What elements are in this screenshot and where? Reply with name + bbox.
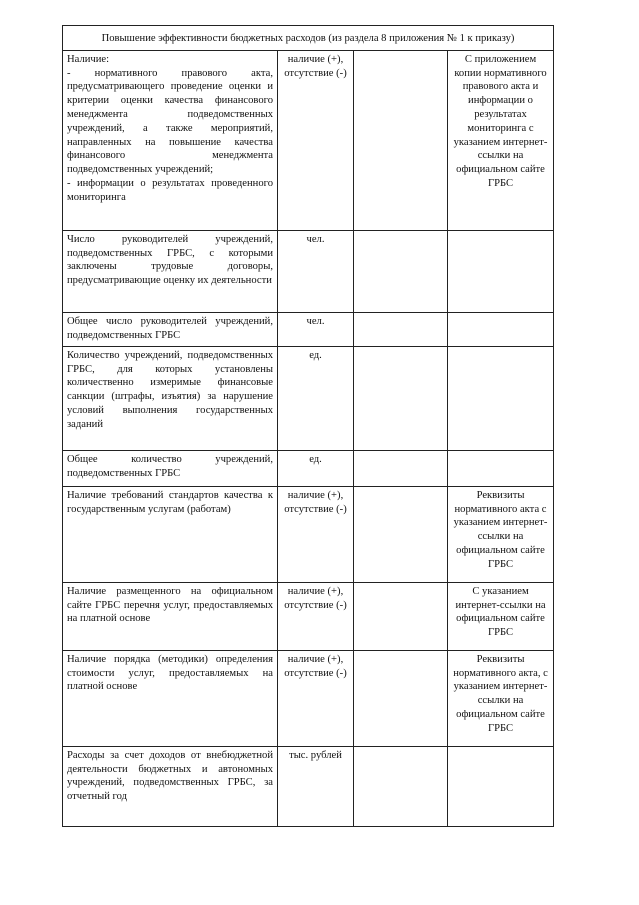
value-cell [354,346,448,450]
indicator-text: Общее количество учреждений, подведомственных ГРБС [67,453,273,479]
table-row [63,582,554,650]
table-row [63,650,554,746]
section-header-row [63,26,554,51]
value-cell [354,486,448,582]
indicator-cell [63,346,278,450]
unit-cell: ед. [278,450,354,486]
indicator-text: Наличие порядка (методики) определения стоимости услуг, предоставляемых на платной основе [67,653,273,693]
indicator-text: Наличие требований стандартов качества к государственным услугам (работам) [67,489,273,515]
indicator-text: Наличие: [67,53,110,65]
unit-cell: тыс. рублей [278,746,354,826]
indicator-cell [63,582,278,650]
indicator-text: Общее число руководителей учреждений, подведомственных ГРБС [67,315,273,341]
indicator-cell [63,50,278,230]
value-cell [354,230,448,312]
note-cell [448,312,554,346]
note-cell [448,230,554,312]
indicator-cell [63,230,278,312]
value-cell [354,746,448,826]
value-cell [354,312,448,346]
table-row [63,450,554,486]
unit-cell: наличие (+), отсутствие (-) [278,650,354,746]
note-cell: С указанием интернет-ссылки на официальном сайте ГРБС [448,582,554,650]
note-cell: Реквизиты нормативного акта с указанием интернет-ссылки на официальном сайте ГРБС [448,486,554,582]
value-cell [354,50,448,230]
unit-cell: наличие (+), отсутствие (-) [278,486,354,582]
indicators-table [62,25,554,827]
indicator-text: Количество учреждений, подведомственных ГРБС, для которых установлены количественно измеримые финансовые санкции (штрафы, изъятия) за нарушение условий выполнения государственных заданий [67,349,273,430]
table-row [63,50,554,230]
table-row [63,746,554,826]
document-page [62,25,553,827]
indicator-cell [63,312,278,346]
indicator-text: Число руководителей учреждений, подведомственных ГРБС, с которыми заключены трудовые договоры, предусматривающие оценку их деятельности [67,233,273,287]
table-row [63,312,554,346]
indicator-text: - информации о результатах проведенного мониторинга [67,177,273,203]
note-cell [448,346,554,450]
unit-cell: наличие (+), отсутствие (-) [278,50,354,230]
table-row [63,486,554,582]
indicator-text: Расходы за счет доходов от внебюджетной деятельности бюджетных и автономных учреждений, подведомственных ГРБС, за отчетный год [67,749,273,803]
table-row [63,230,554,312]
indicator-cell [63,746,278,826]
value-cell [354,650,448,746]
unit-cell: наличие (+), отсутствие (-) [278,582,354,650]
indicator-text: - нормативного правового акта, предусматривающего проведение оценки и критерии оценки качества финансового менеджмента подведомственных учреждений, а также мероприятий, направленных на повышение качества финансового менеджмента подведомственных учреждений; [67,67,273,176]
section-header: Повышение эффективности бюджетных расходов (из раздела 8 приложения № 1 к приказу) [63,26,554,51]
table-row [63,346,554,450]
unit-cell: ед. [278,346,354,450]
unit-cell: чел. [278,312,354,346]
unit-cell: чел. [278,230,354,312]
note-cell: С приложением копии нормативного правового акта и информации о результатах мониторинга с указанием интернет-ссылки на официальном сайте ГРБС [448,50,554,230]
note-cell [448,746,554,826]
indicator-cell [63,486,278,582]
indicator-text: Наличие размещенного на официальном сайте ГРБС перечня услуг, предоставляемых на платной основе [67,585,273,625]
note-cell [448,450,554,486]
value-cell [354,450,448,486]
value-cell [354,582,448,650]
indicator-cell [63,650,278,746]
note-cell: Реквизиты нормативного акта, с указанием интернет-ссылки на официальном сайте ГРБС [448,650,554,746]
indicator-cell [63,450,278,486]
